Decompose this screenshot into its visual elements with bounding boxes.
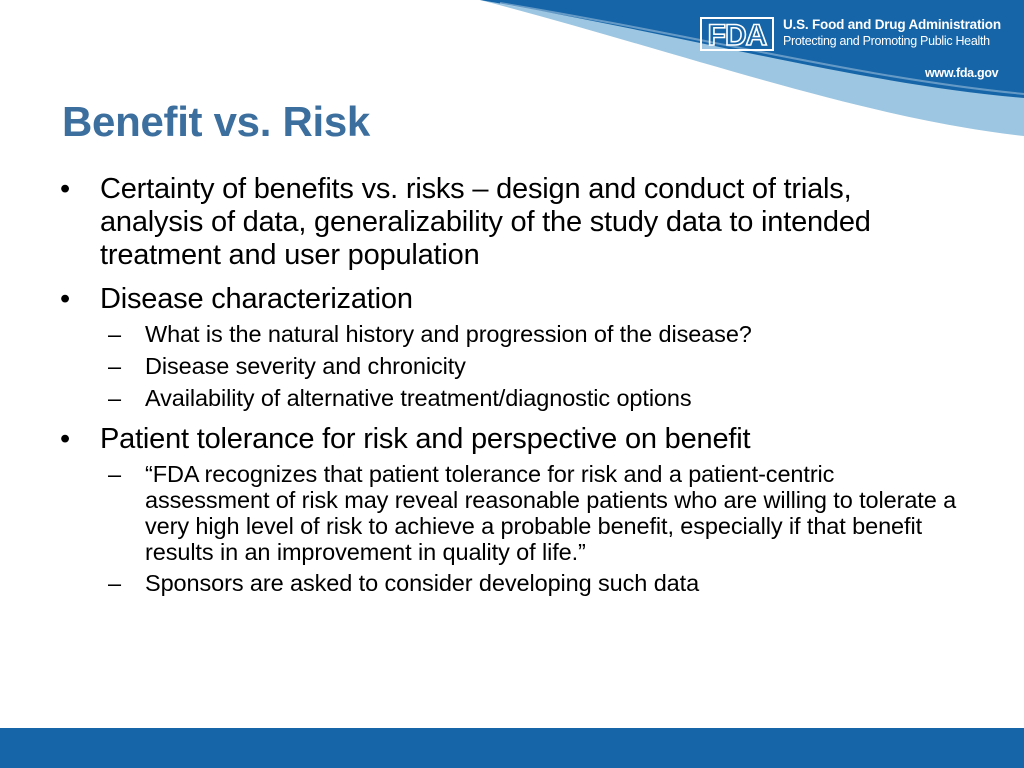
slide-title: Benefit vs. Risk bbox=[62, 98, 370, 145]
agency-block bbox=[783, 16, 1001, 50]
bullet-marker: • bbox=[60, 173, 70, 205]
sub-bullet-item bbox=[108, 461, 960, 565]
slide-content bbox=[60, 173, 960, 597]
fda-logo-text: FDA bbox=[707, 19, 767, 52]
bullet-item bbox=[60, 283, 960, 316]
sub-bullet-item bbox=[108, 385, 960, 412]
sub-bullet-marker: – bbox=[108, 353, 121, 379]
sub-bullet-marker: – bbox=[108, 385, 121, 411]
bullet-marker: • bbox=[60, 283, 70, 315]
website-link[interactable]: www.fda.gov bbox=[925, 66, 999, 80]
bullet-text: Patient tolerance for risk and perspective on benefit bbox=[100, 423, 751, 455]
sub-bullet-marker: – bbox=[108, 321, 121, 347]
bullet-item bbox=[60, 173, 960, 272]
fda-logo-icon bbox=[700, 16, 774, 52]
sub-bullet-item bbox=[108, 321, 960, 348]
sub-bullet-text: Sponsors are asked to consider developing such data bbox=[145, 570, 700, 596]
bullet-marker: • bbox=[60, 423, 70, 455]
sub-bullet-item bbox=[108, 353, 960, 380]
agency-tagline: Protecting and Promoting Public Health bbox=[783, 34, 990, 48]
sub-bullet-marker: – bbox=[108, 461, 121, 487]
bullet-text: Certainty of benefits vs. risks – design and conduct of trials, analysis of data, generalizability of the study data to intended treatment and user population bbox=[100, 173, 871, 271]
sub-bullet-marker: – bbox=[108, 570, 121, 596]
footer-bar bbox=[0, 728, 1024, 768]
sub-bullet-text: Availability of alternative treatment/diagnostic options bbox=[145, 385, 692, 411]
sub-bullet-text: “FDA recognizes that patient tolerance for risk and a patient-centric assessment of risk may reveal reasonable patients who are willing to tolerate a very high level of risk to achieve a probable benefit, especially if that benefit results in an improvement in quality of life.” bbox=[145, 461, 957, 565]
sub-bullet-text: What is the natural history and progression of the disease? bbox=[145, 321, 752, 347]
bullet-item bbox=[60, 423, 960, 456]
sub-bullet-text: Disease severity and chronicity bbox=[145, 353, 466, 379]
sub-bullet-item bbox=[108, 570, 960, 597]
bullet-text: Disease characterization bbox=[100, 283, 413, 315]
agency-name: U.S. Food and Drug Administration bbox=[783, 17, 1001, 32]
fda-logo bbox=[700, 16, 774, 52]
